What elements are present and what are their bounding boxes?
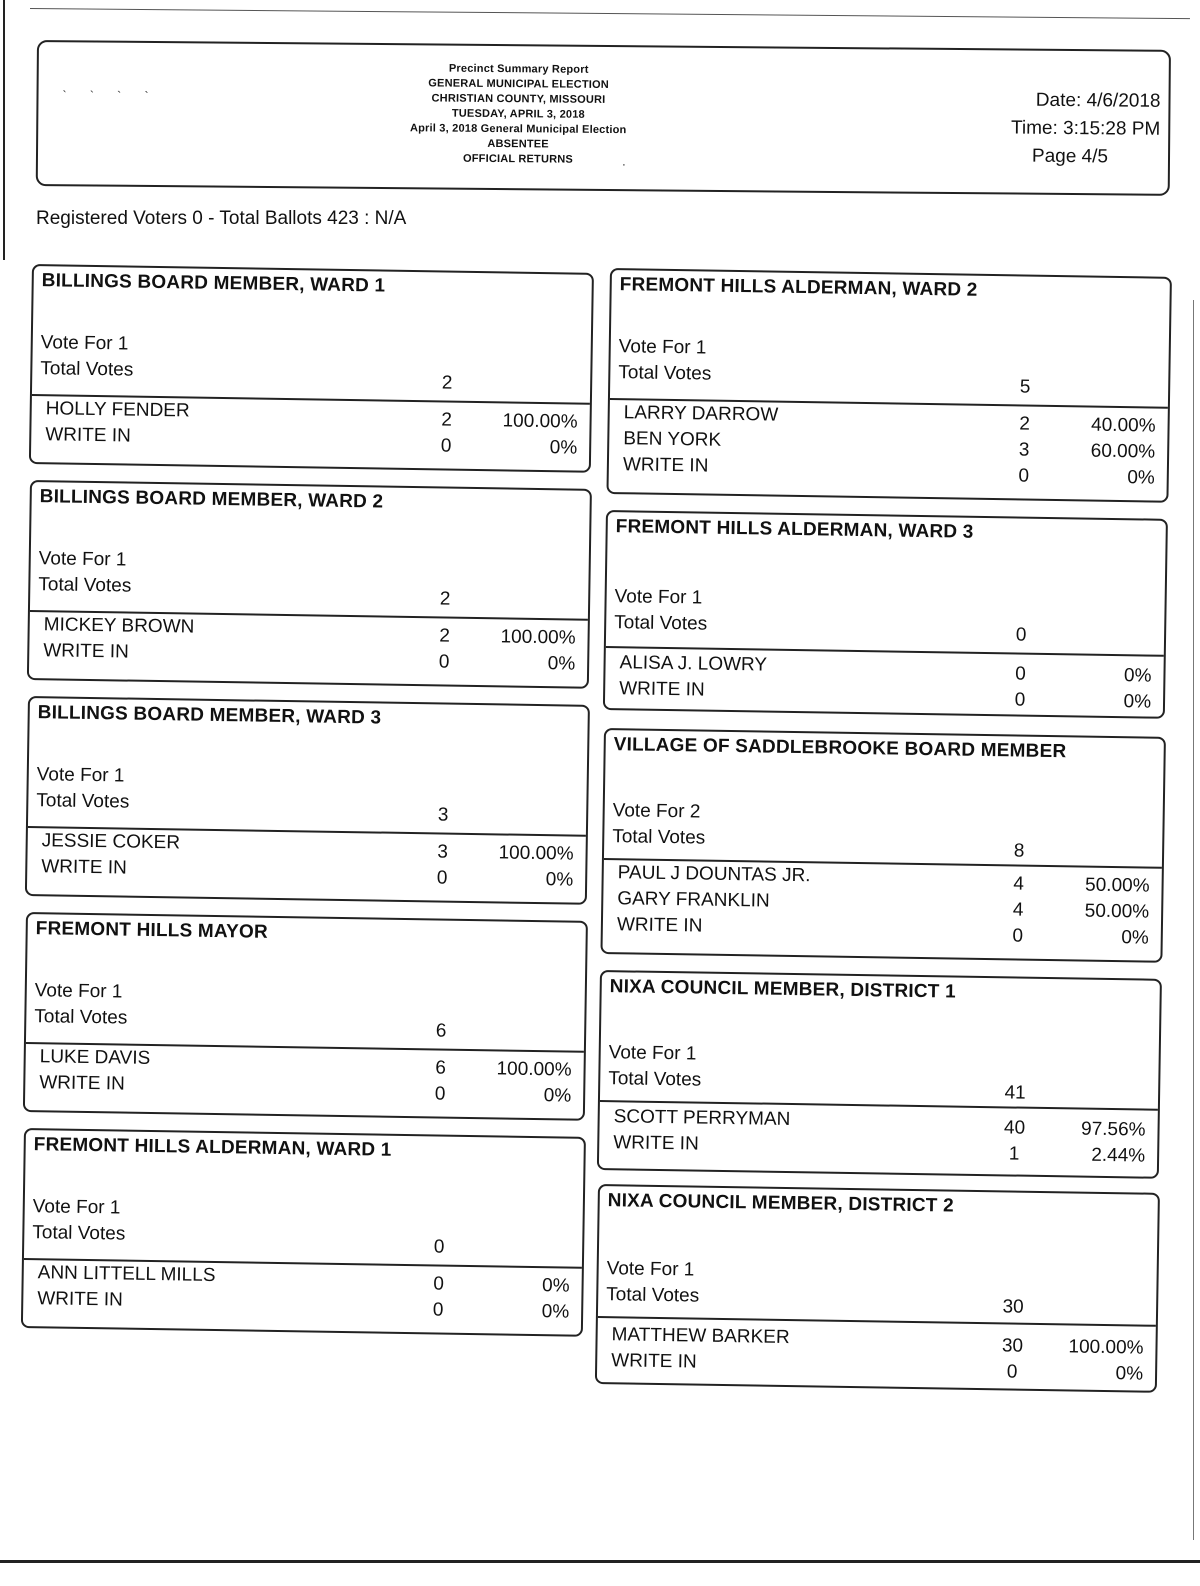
candidate-name: ANN LITTELL MILLS bbox=[37, 1262, 216, 1287]
candidate-percent: 100.00% bbox=[496, 1058, 572, 1081]
candidate-percent: 97.56% bbox=[1080, 1118, 1146, 1141]
candidate-votes: 30 bbox=[1001, 1335, 1024, 1357]
candidate-name: GARY FRANKLIN bbox=[617, 888, 770, 912]
report-time: Time: 3:15:28 PM bbox=[1010, 117, 1161, 140]
contest-title: NIXA COUNCIL MEMBER, DISTRICT 1 bbox=[609, 976, 956, 1003]
contest-box bbox=[603, 510, 1168, 719]
report-header bbox=[36, 40, 1171, 196]
candidate-name: BEN YORK bbox=[623, 428, 722, 451]
contest-box bbox=[606, 268, 1171, 503]
total-votes-label: Total Votes bbox=[618, 362, 712, 385]
candidate-votes: 0 bbox=[1018, 465, 1030, 487]
candidate-votes: 6 bbox=[435, 1057, 447, 1079]
contest-title: BILLINGS BOARD MEMBER, WARD 3 bbox=[37, 702, 382, 729]
candidate-votes: 4 bbox=[1013, 873, 1025, 895]
vote-for: Vote For 1 bbox=[40, 332, 129, 355]
candidate-votes: 0 bbox=[436, 867, 448, 889]
total-votes-value: 0 bbox=[433, 1236, 445, 1258]
candidate-percent: 2.44% bbox=[1091, 1144, 1146, 1167]
candidate-votes: 0 bbox=[434, 1083, 446, 1105]
page-left-edge bbox=[3, 0, 5, 260]
candidate-votes: 0 bbox=[440, 435, 452, 457]
vote-for: Vote For 1 bbox=[32, 1196, 121, 1219]
report-date: Date: 4/6/2018 bbox=[1035, 89, 1161, 112]
registered-voters-summary: Registered Voters 0 - Total Ballots 423 : N/A bbox=[36, 208, 407, 229]
vote-for: Vote For 1 bbox=[36, 764, 125, 787]
candidate-votes: 0 bbox=[1014, 689, 1026, 711]
stray-mark: · bbox=[621, 157, 627, 172]
candidate-votes: 3 bbox=[437, 841, 449, 863]
candidate-name: WRITE IN bbox=[616, 914, 703, 937]
candidate-name: ALISA J. LOWRY bbox=[619, 652, 768, 676]
election-type: GENERAL MUNICIPAL ELECTION bbox=[428, 77, 609, 91]
contest-title: FREMONT HILLS ALDERMAN, WARD 1 bbox=[33, 1134, 392, 1161]
report-title-block bbox=[378, 61, 659, 168]
total-votes-label: Total Votes bbox=[614, 612, 708, 635]
total-votes-value: 6 bbox=[435, 1020, 447, 1042]
contest-box bbox=[597, 970, 1162, 1179]
page-number: Page 4/5 bbox=[1031, 145, 1109, 168]
contest-title: VILLAGE OF SADDLEBROOKE BOARD MEMBER bbox=[613, 734, 1067, 763]
page-right-edge bbox=[1193, 300, 1194, 1540]
candidate-name: LARRY DARROW bbox=[623, 402, 779, 426]
candidate-percent: 0% bbox=[547, 653, 576, 675]
contest-box bbox=[27, 480, 592, 689]
candidate-percent: 0% bbox=[541, 1301, 570, 1323]
candidate-percent: 0% bbox=[543, 1085, 572, 1107]
candidate-votes: 1 bbox=[1008, 1143, 1020, 1165]
candidate-percent: 0% bbox=[545, 869, 574, 891]
total-votes-value: 0 bbox=[1015, 624, 1027, 646]
contest-title: FREMONT HILLS MAYOR bbox=[35, 918, 269, 943]
total-votes-value: 2 bbox=[441, 372, 453, 394]
candidate-votes: 4 bbox=[1012, 899, 1024, 921]
candidate-name: WRITE IN bbox=[43, 640, 129, 663]
report-meta bbox=[1011, 87, 1161, 172]
total-votes-value: 3 bbox=[437, 804, 449, 826]
total-votes-value: 8 bbox=[1013, 840, 1025, 862]
candidate-percent: 0% bbox=[1121, 927, 1149, 949]
candidate-percent: 0% bbox=[541, 1275, 570, 1297]
candidate-votes: 2 bbox=[439, 625, 451, 647]
candidate-name: WRITE IN bbox=[622, 454, 709, 477]
scan-marks: ` ` ` ` bbox=[62, 88, 159, 104]
candidate-name: MATTHEW BARKER bbox=[611, 1324, 790, 1349]
candidate-name: WRITE IN bbox=[41, 856, 127, 879]
candidate-percent: 0% bbox=[1123, 691, 1152, 713]
candidate-percent: 100.00% bbox=[498, 842, 574, 865]
candidate-name: WRITE IN bbox=[619, 678, 705, 701]
contest-box bbox=[595, 1184, 1160, 1393]
candidate-name: SCOTT PERRYMAN bbox=[613, 1106, 791, 1131]
total-votes-label: Total Votes bbox=[608, 1068, 702, 1091]
total-votes-label: Total Votes bbox=[34, 1006, 128, 1029]
vote-for: Vote For 1 bbox=[606, 1258, 695, 1281]
candidate-percent: 0% bbox=[1127, 467, 1155, 489]
candidate-name: WRITE IN bbox=[39, 1072, 125, 1095]
vote-for: Vote For 2 bbox=[612, 800, 701, 823]
candidate-votes: 0 bbox=[438, 651, 450, 673]
total-votes-label: Total Votes bbox=[36, 790, 130, 813]
vote-for: Vote For 1 bbox=[614, 586, 703, 609]
candidate-name: HOLLY FENDER bbox=[45, 398, 190, 422]
election-name: April 3, 2018 General Municipal Election bbox=[409, 122, 627, 137]
total-votes-label: Total Votes bbox=[612, 826, 706, 849]
candidate-votes: 40 bbox=[1003, 1117, 1026, 1139]
total-votes-value: 41 bbox=[1004, 1082, 1026, 1104]
candidate-votes: 2 bbox=[1019, 413, 1031, 435]
candidate-name: WRITE IN bbox=[45, 424, 131, 447]
contest-title: FREMONT HILLS ALDERMAN, WARD 2 bbox=[619, 274, 978, 301]
vote-for: Vote For 1 bbox=[38, 548, 127, 571]
total-votes-label: Total Votes bbox=[32, 1222, 126, 1245]
candidate-votes: 0 bbox=[432, 1299, 444, 1321]
total-votes-label: Total Votes bbox=[40, 358, 134, 381]
candidate-percent: 50.00% bbox=[1084, 900, 1150, 923]
candidate-votes: 2 bbox=[441, 409, 453, 431]
candidate-name: WRITE IN bbox=[611, 1350, 697, 1373]
contest-title: BILLINGS BOARD MEMBER, WARD 2 bbox=[39, 486, 384, 513]
page-bottom-rule bbox=[0, 1560, 1200, 1563]
candidate-percent: 0% bbox=[1115, 1363, 1144, 1385]
candidate-percent: 40.00% bbox=[1090, 414, 1156, 437]
candidate-name: WRITE IN bbox=[613, 1132, 699, 1155]
election-date: TUESDAY, APRIL 3, 2018 bbox=[451, 107, 585, 121]
contest-box bbox=[600, 728, 1165, 963]
report-title: Precinct Summary Report bbox=[448, 62, 589, 76]
candidate-percent: 60.00% bbox=[1090, 440, 1156, 463]
candidate-name: WRITE IN bbox=[37, 1288, 123, 1311]
contest-box bbox=[29, 264, 594, 473]
total-votes-label: Total Votes bbox=[606, 1284, 700, 1307]
total-votes-value: 2 bbox=[439, 588, 451, 610]
candidate-votes: 0 bbox=[1012, 925, 1024, 947]
candidate-votes: 0 bbox=[433, 1273, 445, 1295]
candidate-percent: 100.00% bbox=[1068, 1336, 1144, 1359]
total-votes-value: 5 bbox=[1019, 376, 1031, 398]
candidate-percent: 0% bbox=[549, 437, 578, 459]
candidate-name: LUKE DAVIS bbox=[39, 1046, 151, 1069]
total-votes-label: Total Votes bbox=[38, 574, 132, 597]
contest-title: NIXA COUNCIL MEMBER, DISTRICT 2 bbox=[607, 1190, 954, 1217]
candidate-percent: 0% bbox=[1123, 665, 1152, 687]
contest-title: BILLINGS BOARD MEMBER, WARD 1 bbox=[41, 270, 386, 297]
contest-title: FREMONT HILLS ALDERMAN, WARD 3 bbox=[615, 516, 974, 543]
vote-for: Vote For 1 bbox=[34, 980, 123, 1003]
page-top-rule bbox=[30, 8, 1190, 19]
official-status: OFFICIAL RETURNS bbox=[462, 152, 573, 166]
contest-box bbox=[21, 1128, 586, 1337]
candidate-votes: 0 bbox=[1006, 1361, 1018, 1383]
total-votes-value: 30 bbox=[1002, 1296, 1024, 1318]
ballot-group: ABSENTEE bbox=[487, 137, 549, 151]
contest-box bbox=[25, 696, 590, 905]
candidate-name: PAUL J DOUNTAS JR. bbox=[617, 862, 811, 887]
candidate-percent: 50.00% bbox=[1084, 874, 1150, 897]
candidate-name: JESSIE COKER bbox=[41, 830, 181, 854]
candidate-votes: 0 bbox=[1015, 663, 1026, 685]
vote-for: Vote For 1 bbox=[618, 336, 707, 359]
vote-for: Vote For 1 bbox=[608, 1042, 697, 1065]
candidate-votes: 3 bbox=[1018, 439, 1030, 461]
candidate-percent: 100.00% bbox=[500, 626, 576, 649]
candidate-name: MICKEY BROWN bbox=[43, 614, 195, 638]
contest-box bbox=[23, 912, 588, 1121]
county-name: CHRISTIAN COUNTY, MISSOURI bbox=[431, 92, 606, 106]
candidate-percent: 100.00% bbox=[502, 410, 578, 433]
